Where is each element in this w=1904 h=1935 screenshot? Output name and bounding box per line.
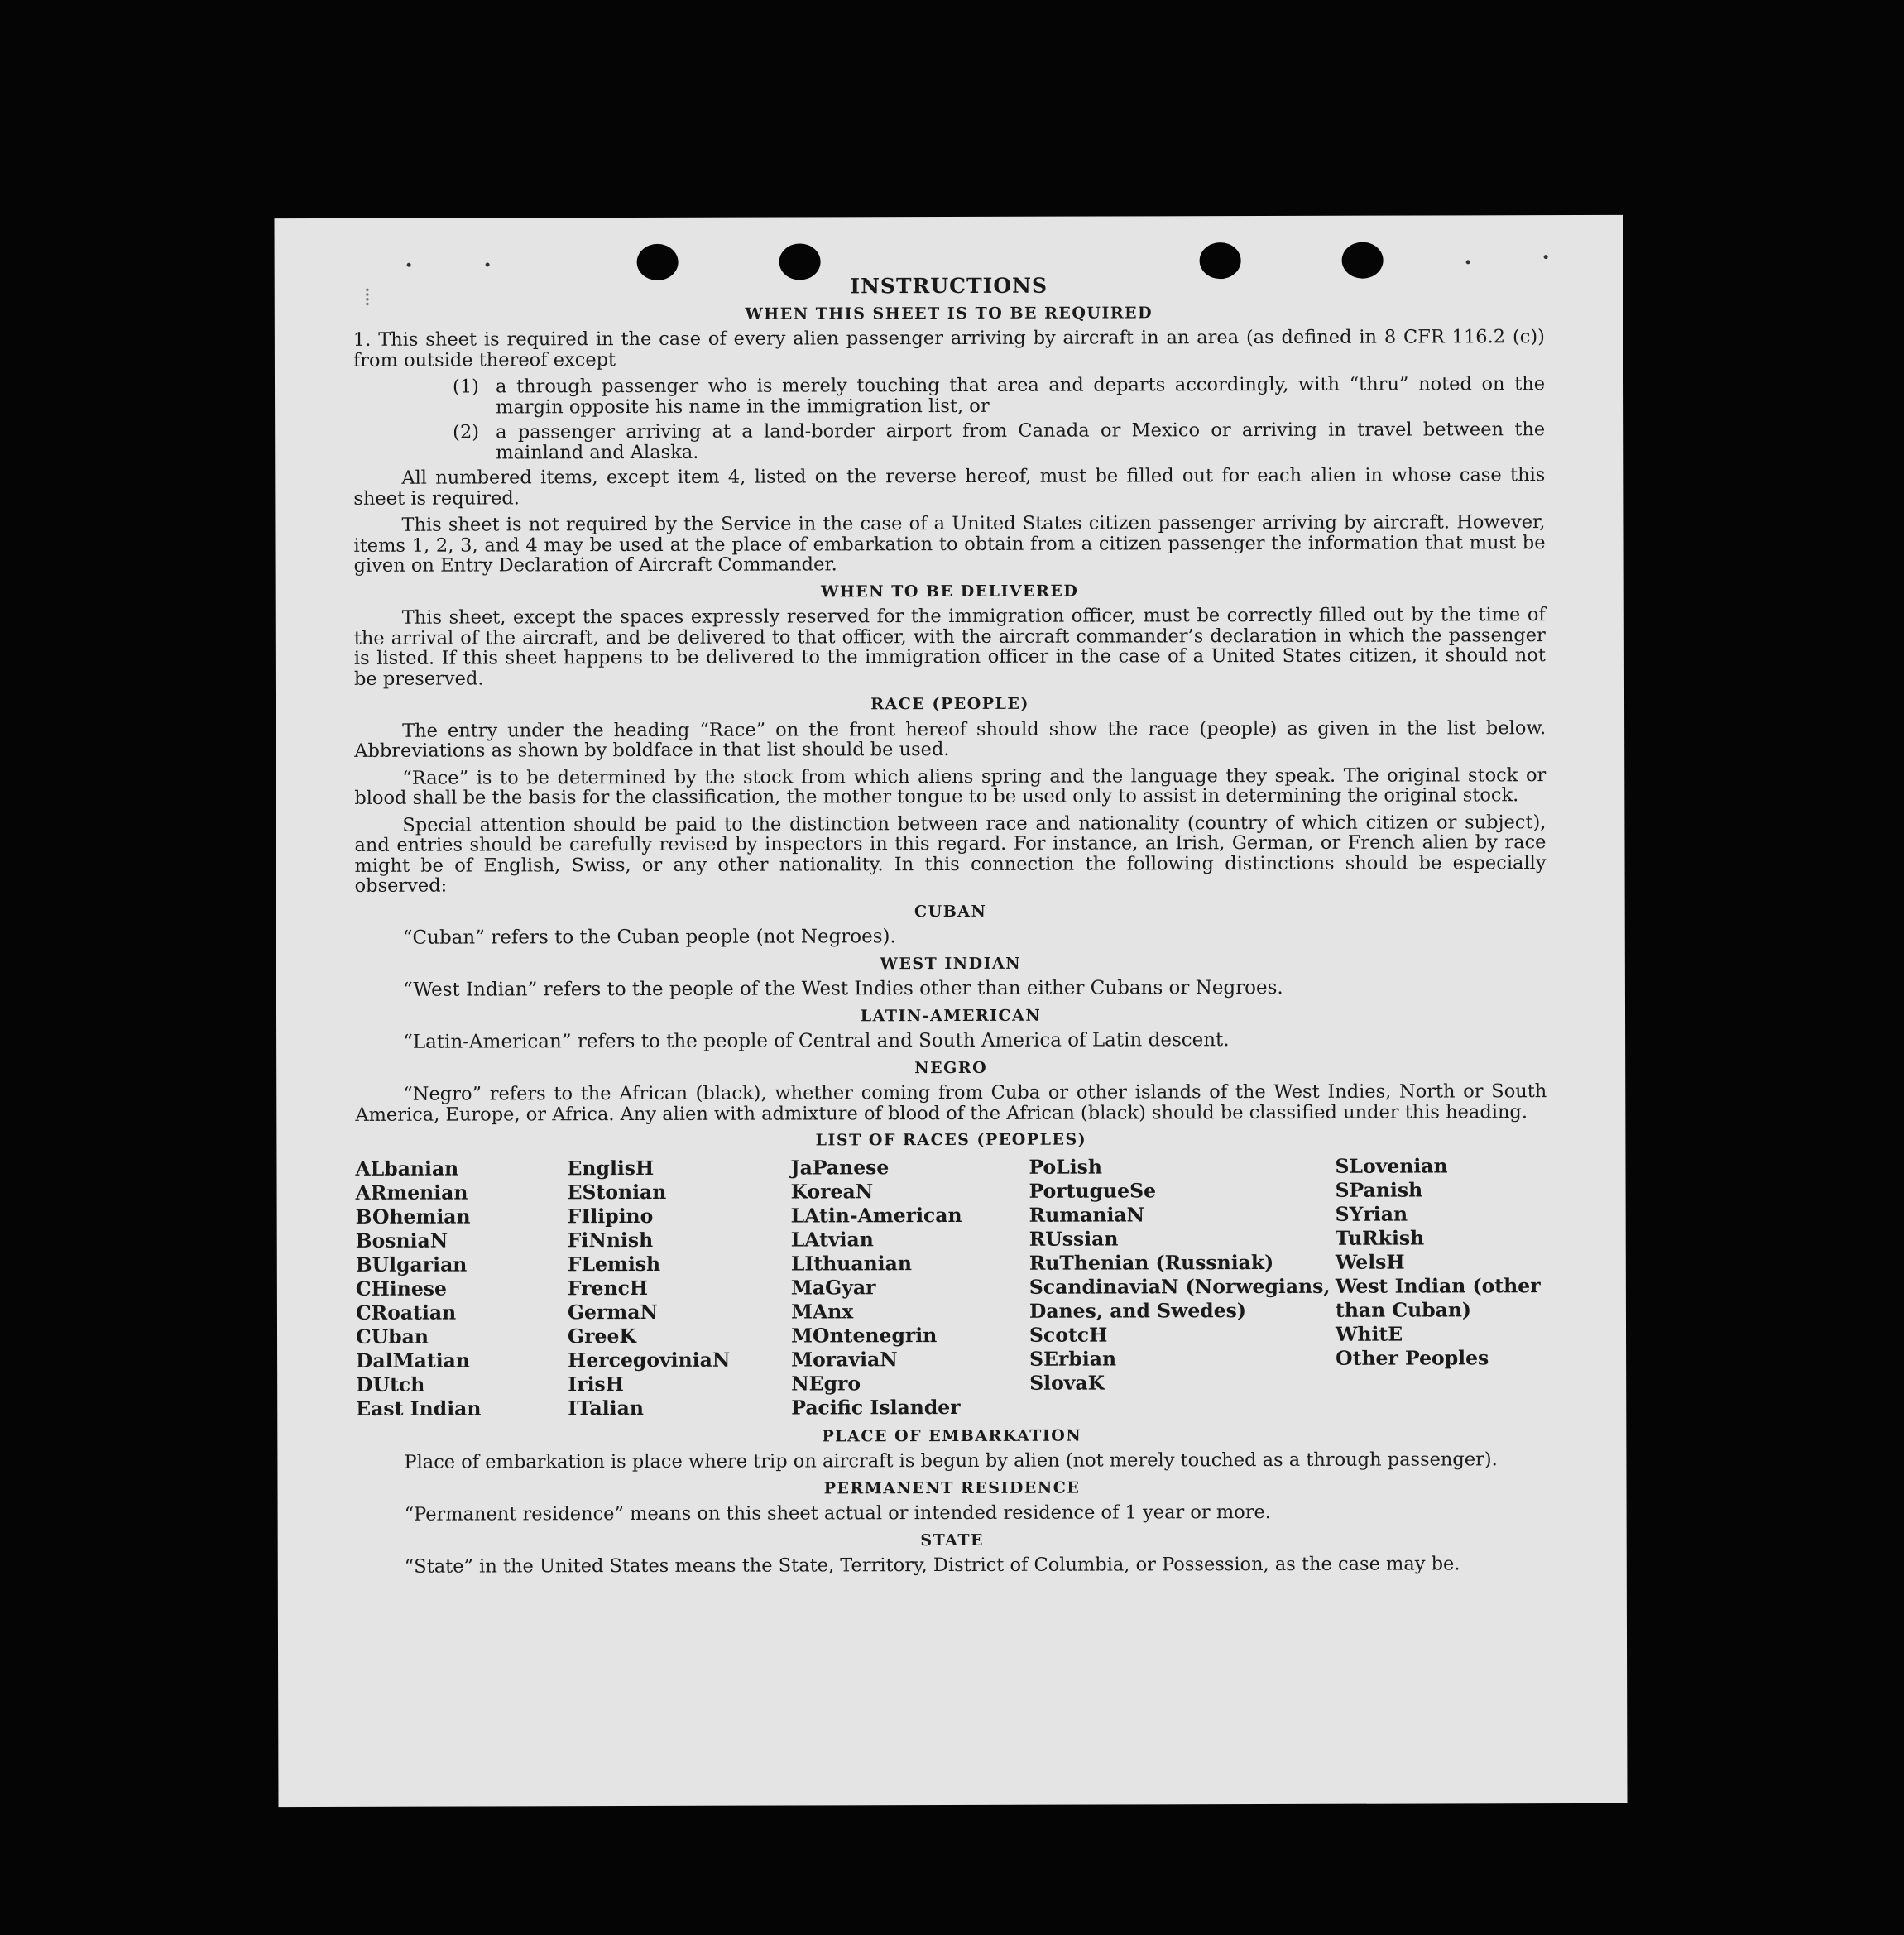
embarkation-paragraph: Place of embarkation is place where trip on aircraft is begun by alien (not merely touched as a through passenger). bbox=[404, 1449, 1498, 1473]
race-entry: NEgro bbox=[791, 1371, 861, 1396]
race-entry: FLemish bbox=[567, 1252, 661, 1276]
heading-when-delivered: WHEN TO BE DELIVERED bbox=[820, 582, 1079, 601]
pencil-mark: ⁞ bbox=[363, 282, 372, 312]
race-entry: GreeK bbox=[567, 1324, 636, 1348]
race-entry: FrencH bbox=[567, 1276, 649, 1300]
document-sheet bbox=[274, 215, 1627, 1807]
heading-list-of-races: LIST OF RACES (PEOPLES) bbox=[815, 1130, 1087, 1150]
exception-item bbox=[453, 419, 1545, 462]
race-entry: KoreaN bbox=[790, 1179, 874, 1204]
speck bbox=[1544, 255, 1548, 259]
heading-cuban: CUBAN bbox=[914, 902, 987, 921]
race-entry: TuRkish bbox=[1335, 1226, 1425, 1250]
race-paragraph: The entry under the heading “Race” on the front hereof should show the race (people) as given in the list below. Abbreviations as shown by boldface in that list should be used. bbox=[354, 716, 1547, 762]
item-text: a passenger arriving at a land-border airport from Canada or Mexico or arriving in travel between the mainland and Alaska. bbox=[496, 419, 1546, 463]
race-entry: SYrian bbox=[1335, 1202, 1408, 1226]
race-entry: MoraviaN bbox=[791, 1347, 898, 1372]
heading-when-required: WHEN THIS SHEET IS TO BE REQUIRED bbox=[745, 303, 1153, 323]
race-entry: CRoatian bbox=[355, 1300, 457, 1324]
race-entry: ALbanian bbox=[355, 1157, 459, 1181]
speck bbox=[407, 263, 411, 267]
race-entry: CHinese bbox=[355, 1276, 447, 1300]
west-indian-definition: “West Indian” refers to the people of the West Indies other than either Cubans or Negroes. bbox=[402, 976, 1283, 1001]
race-entry: LAtin-American bbox=[790, 1203, 962, 1228]
race-entry: WelsH bbox=[1335, 1250, 1405, 1274]
race-entry: PoLish bbox=[1029, 1155, 1103, 1179]
race-entry: MOntenegrin bbox=[790, 1323, 938, 1348]
races-list bbox=[355, 1154, 1547, 1421]
item-number: (1) bbox=[452, 376, 479, 398]
races-column bbox=[355, 1157, 568, 1421]
race-entry: EnglisH bbox=[567, 1156, 655, 1180]
punch-hole bbox=[637, 244, 679, 280]
race-entry: RuThenian (Russniak) bbox=[1029, 1250, 1274, 1275]
race-entry: ARmenian bbox=[355, 1181, 468, 1205]
race-entry: BosniaN bbox=[355, 1229, 448, 1252]
race-entry: ITalian bbox=[568, 1396, 644, 1420]
race-entry: RumaniaN bbox=[1029, 1202, 1145, 1227]
race-entry: Other Peoples bbox=[1336, 1345, 1489, 1370]
instructions-text bbox=[353, 275, 1548, 1583]
heading-residence: PERMANENT RESIDENCE bbox=[823, 1478, 1081, 1497]
race-entry: FIlipino bbox=[567, 1204, 654, 1228]
race-entry: HercegovinіaN bbox=[568, 1348, 731, 1372]
races-column bbox=[567, 1156, 791, 1420]
race-entry: GermaN bbox=[567, 1300, 658, 1324]
heading-negro: NEGRO bbox=[914, 1058, 988, 1077]
race-entry: SPanish bbox=[1335, 1178, 1423, 1202]
race-paragraph: Special attention should be paid to the distinction between race and nationality (country of which citizen or subject), and entries should be carefully revised by inspectors in this regard. For instance, an Irish, German, or French alien by race might be of English, Swiss, or any other nationality. In this connection the following distinctions should be especially observed: bbox=[354, 811, 1547, 897]
negro-definition: “Negro” refers to the African (black), whether coming from Cuba or other islands of the West Indies, North or South America, Europe, or Africa. Any alien with admixture of blood of the African (black) should be classified under this heading. bbox=[355, 1080, 1547, 1126]
item-number: (2) bbox=[453, 421, 480, 443]
race-entry: SlovaK bbox=[1029, 1371, 1105, 1395]
punch-hole bbox=[779, 243, 821, 280]
item-text: a through passenger who is merely touching that area and departs accordingly, with “thru” noted on the margin opposite his name in the immigration list, or bbox=[495, 373, 1546, 418]
race-entry: East Indian bbox=[356, 1396, 482, 1420]
race-entry: MAnx bbox=[790, 1299, 854, 1324]
race-paragraph: “Race” is to be determined by the stock from which aliens spring and the language they speak. The original stock or blood shall be the basis for the classification, the mother tongue to be used only to assist in determining the original stock. bbox=[354, 764, 1547, 809]
state-paragraph: “State” in the United States means the State, Territory, District of Columbia, or Possession, as the case may be. bbox=[404, 1553, 1460, 1578]
heading-west-indian: WEST INDIAN bbox=[880, 954, 1022, 973]
race-entry: WhitE bbox=[1335, 1322, 1403, 1346]
race-entry: CUban bbox=[355, 1324, 429, 1348]
race-entry: Pacific Islander bbox=[791, 1395, 961, 1420]
race-entry: BOhemian bbox=[355, 1205, 471, 1229]
exception-item bbox=[453, 374, 1545, 417]
races-column bbox=[1335, 1154, 1547, 1419]
race-entry: SLovenian bbox=[1335, 1153, 1448, 1178]
heading-embarkation: PLACE OF EMBARKATION bbox=[822, 1426, 1082, 1445]
race-entry: DalMatian bbox=[356, 1348, 471, 1372]
race-entry: ScotcH bbox=[1029, 1323, 1108, 1347]
latin-american-definition: “Latin-American” refers to the people of Central and South America of Latin descent. bbox=[403, 1029, 1230, 1053]
page-title: INSTRUCTIONS bbox=[850, 273, 1048, 299]
race-entry: JaPanese bbox=[790, 1155, 890, 1180]
heading-race: RACE (PEOPLE) bbox=[870, 694, 1029, 714]
race-entry: IrisH bbox=[568, 1372, 624, 1396]
punch-hole bbox=[1342, 242, 1384, 279]
race-entry: PortugueSe bbox=[1029, 1178, 1157, 1203]
numbered-items-paragraph: All numbered items, except item 4, listed on the reverse hereof, must be filled out for each alien in whose case this sheet is required. bbox=[353, 464, 1546, 510]
heading-state: STATE bbox=[920, 1530, 985, 1549]
race-entry: FiNnish bbox=[567, 1228, 654, 1252]
race-entry: MaGyar bbox=[790, 1275, 876, 1300]
race-entry: West Indian (other than Cuban) bbox=[1335, 1273, 1541, 1322]
speck bbox=[1466, 260, 1470, 264]
heading-latin-american: LATIN-AMERICAN bbox=[860, 1006, 1042, 1025]
delivery-paragraph: This sheet, except the spaces expressly reserved for the immigration officer, must be correctly filled out by the time of the arrival of the aircraft, and be delivered to that officer, with the aircraft commander’s declaration in which the passenger is listed. If this sheet happens to be delivered to the immigration officer in the case of a United States citizen, it should not be preserved. bbox=[353, 604, 1546, 690]
speck bbox=[486, 262, 490, 266]
race-entry: DUtch bbox=[356, 1372, 425, 1396]
punch-hole bbox=[1200, 242, 1241, 279]
race-entry: EStonian bbox=[567, 1180, 667, 1204]
race-entry: LIthuanian bbox=[790, 1251, 912, 1276]
race-entry: SErbian bbox=[1029, 1346, 1117, 1371]
race-entry: ScandinaviaN (Norwegians, Danes, and Swedes) bbox=[1029, 1274, 1331, 1323]
race-entry: LAtvian bbox=[790, 1227, 874, 1252]
residence-paragraph: “Permanent residence” means on this sheet actual or intended residence of 1 year or more. bbox=[404, 1501, 1271, 1525]
races-column bbox=[1029, 1154, 1336, 1419]
cuban-definition: “Cuban” refers to the Cuban people (not Negroes). bbox=[402, 926, 896, 949]
race-entry: BUlgarian bbox=[355, 1252, 468, 1276]
race-entry: RUssian bbox=[1029, 1226, 1119, 1251]
races-column bbox=[790, 1155, 1029, 1420]
intro-paragraph: 1. This sheet is required in the case of every alien passenger arriving by aircraft in an area (as defined in 8 CFR 116.2 (c)) from outside thereof except bbox=[353, 326, 1545, 371]
citizen-paragraph: This sheet is not required by the Service in the case of a United States citizen passenger arriving by aircraft. However, items 1, 2, 3, and 4 may be used at the place of embarkation to obtain from a citizen passenger the information that must be given on Entry Declaration of Aircraft Commander. bbox=[353, 511, 1546, 577]
